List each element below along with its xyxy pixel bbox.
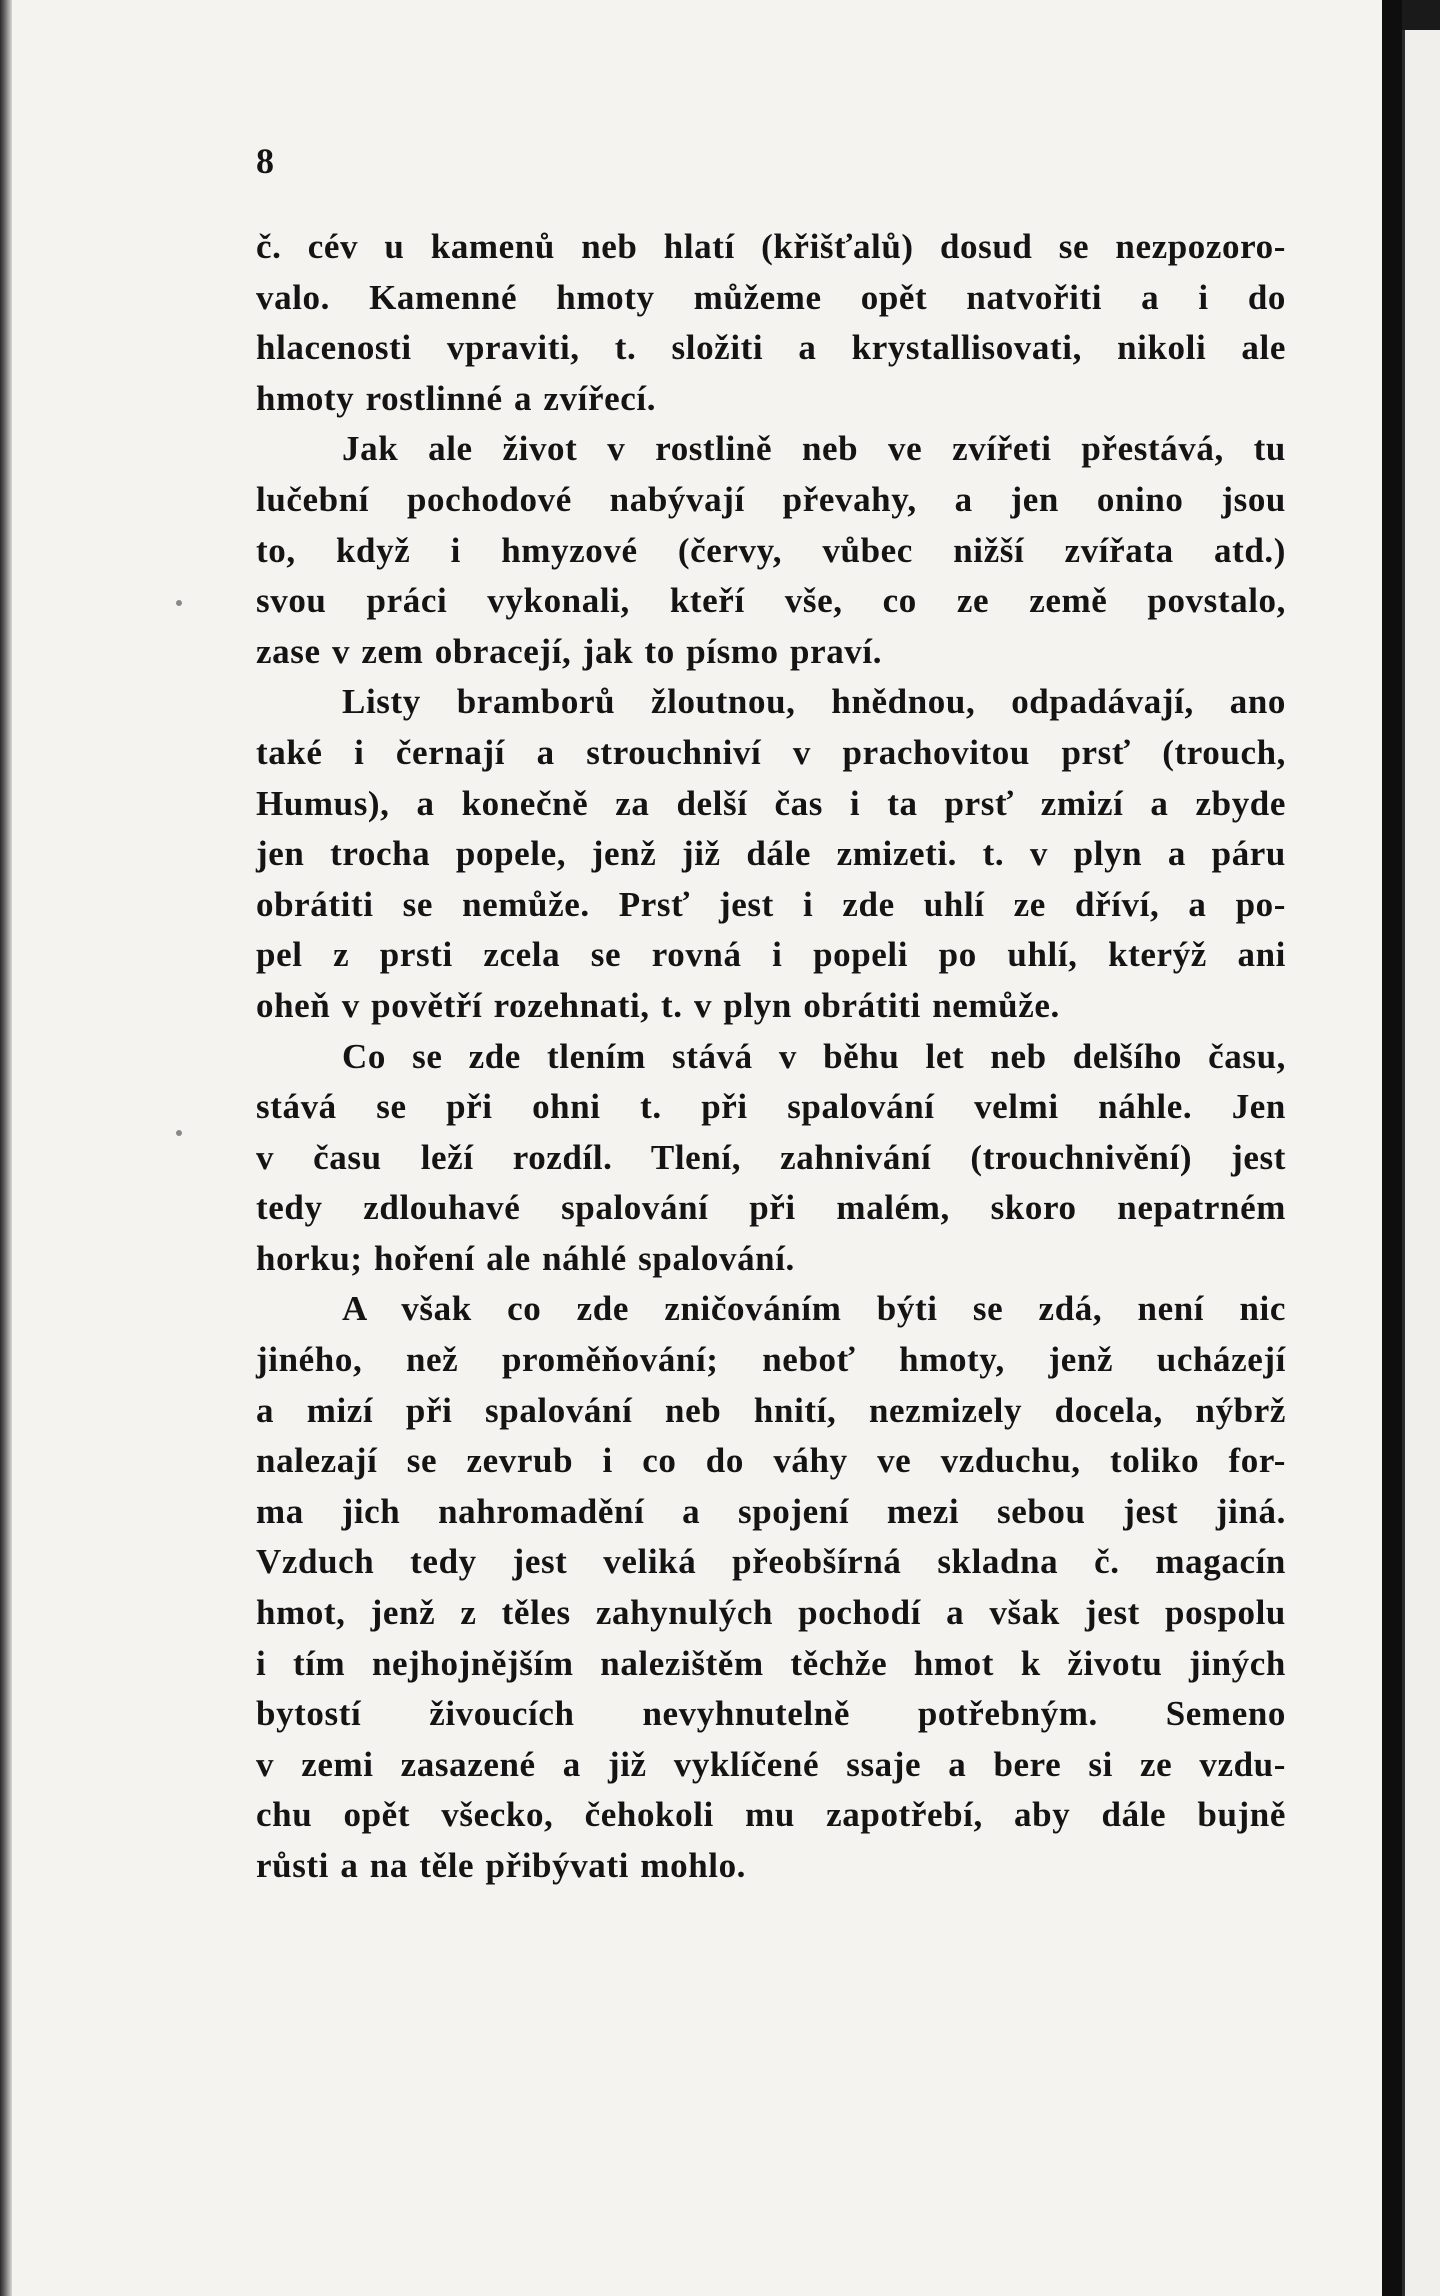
text-line: oheň v povětří rozehnati, t. v plyn obrátiti nemůže. — [256, 985, 1060, 1025]
text-line: valo. Kamenné hmoty můžeme opět natvořiti a i do — [256, 277, 1286, 317]
text-line: tedy zdlouhavé spalování při malém, skoro nepatrném — [256, 1188, 1286, 1228]
text-line: růsti a na těle přibývati mohlo. — [256, 1846, 747, 1885]
text-line: Listy bramborů žloutnou, hnědnou, odpadávají, ano — [342, 682, 1286, 722]
text-line: svou práci vykonali, kteří vše, co ze země povstalo, — [256, 581, 1286, 621]
text-line: Humus), a konečně za delší čas i ta prsť zmizí a zbyde — [256, 783, 1286, 823]
body-text — [256, 222, 1286, 1892]
text-line: i tím nejhojnějším nalezištěm těchže hmot k životu jiných — [256, 1643, 1286, 1683]
margin-speck — [176, 1130, 182, 1136]
text-line: hmoty rostlinné a zvířecí. — [256, 378, 657, 418]
paragraph — [256, 424, 1286, 677]
text-line: Vzduch tedy jest veliká přeobšírná skladna č. magacín — [256, 1542, 1286, 1582]
text-line: ma jich nahromadění a spojení mezi sebou jest jiná. — [256, 1491, 1286, 1531]
text-line: pel z prsti zcela se rovná i popeli po uhlí, kterýž ani — [256, 935, 1286, 975]
text-line: hlacenosti vpraviti, t. složiti a krystallisovati, nikoli ale — [256, 328, 1286, 368]
paragraph — [256, 1032, 1286, 1285]
text-line: stává se při ohni t. při spalování velmi náhle. Jen — [256, 1087, 1286, 1127]
adjacent-page-edge — [1402, 30, 1440, 2296]
page-number: 8 — [256, 141, 274, 181]
text-line: zase v zem obracejí, jak to písmo praví. — [256, 631, 883, 671]
text-line: horku; hoření ale náhlé spalování. — [256, 1238, 795, 1278]
text-line: v zemi zasazené a již vyklíčené ssaje a bere si ze vzdu- — [256, 1744, 1286, 1784]
paragraph — [256, 222, 1286, 424]
text-line: bytostí živoucích nevyhnutelně potřebným. Semeno — [256, 1694, 1286, 1734]
text-line: obrátiti se nemůže. Prsť jest i zde uhlí ze dříví, a po- — [256, 884, 1286, 924]
margin-speck — [176, 600, 182, 606]
text-line: a mizí při spalování neb hnití, nezmizely docela, nýbrž — [256, 1390, 1286, 1430]
text-line: č. cév u kamenů neb hlatí (křišťalů) dosud se nezpozoro- — [256, 227, 1286, 266]
text-line: jiného, než proměňování; neboť hmoty, jenž ucházejí — [256, 1340, 1286, 1380]
text-line: nalezají se zevrub i co do váhy ve vzduchu, toliko for- — [256, 1441, 1286, 1481]
book-gutter — [1382, 0, 1402, 2296]
text-line: to, když i hmyzové (červy, vůbec nižší zvířata atd.) — [256, 530, 1286, 570]
text-line: lučební pochodové nabývají převahy, a jen onino jsou — [256, 479, 1286, 519]
text-line: jen trocha popele, jenž již dále zmizeti. t. v plyn a páru — [256, 834, 1286, 874]
text-line: také i černají a strouchniví v prachovitou prsť (trouch, — [256, 732, 1286, 772]
text-line: Jak ale život v rostlině neb ve zvířeti přestává, tu — [342, 429, 1286, 469]
page-left-edge — [0, 0, 12, 2296]
paragraph — [256, 1284, 1286, 1891]
text-line: A však co zde zničováním býti se zdá, není nic — [342, 1289, 1286, 1329]
paragraph — [256, 677, 1286, 1031]
text-line: v času leží rozdíl. Tlení, zahnivání (trouchnivění) jest — [256, 1137, 1286, 1177]
text-line: hmot, jenž z těles zahynulých pochodí a však jest pospolu — [256, 1593, 1286, 1633]
text-line: Co se zde tlením stává v běhu let neb delšího času, — [342, 1036, 1286, 1076]
text-line: chu opět všecko, čehokoli mu zapotřebí, aby dále bujně — [256, 1795, 1286, 1835]
